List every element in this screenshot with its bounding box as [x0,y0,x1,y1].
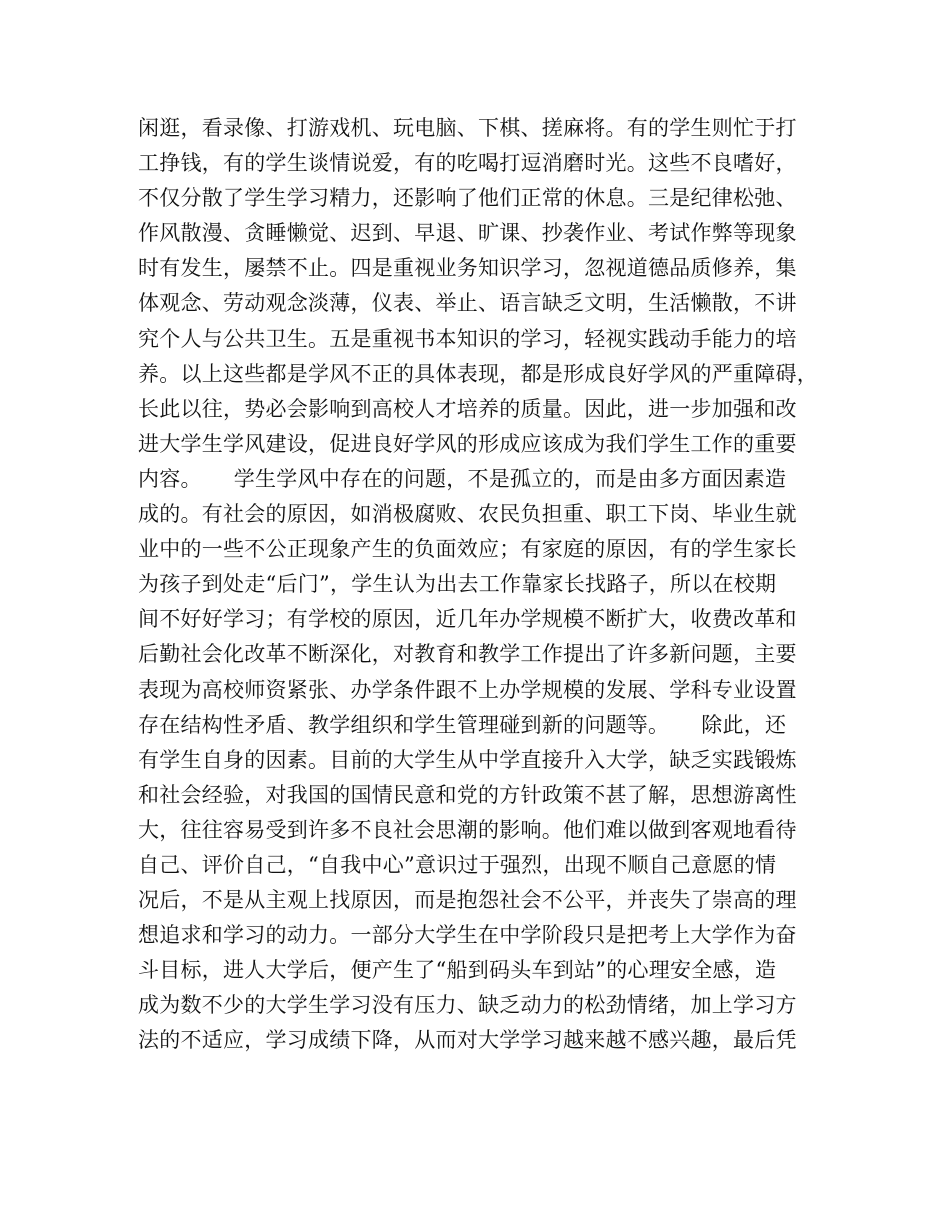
text-line: 斗目标，进人大学后，便产生了“船到码头车到站”的心理安全感，造 [138,958,777,983]
text-line: 成为数不少的大学生学习没有压力、缺乏动力的松劲情绪，加上学习方 [138,993,797,1018]
text-line: 进大学生学风建设，促进良好学风的形成应该成为我们学生工作的重要 [138,431,797,456]
text-line: 大，往往容易受到许多不良社会思潮的影响。他们难以做到客观地看待 [138,817,797,842]
text-line: 时有发生，屡禁不止。四是重视业务知识学习，忽视道德品质修养，集 [138,256,797,281]
text-line: 闲逛，看录像、打游戏机、玩电脑、下棋、搓麻将。有的学生则忙于打 [138,116,797,140]
text-line: 法的不适应，学习成绩下降，从而对大学学习越来越不感兴趣，最后凭 [138,1028,797,1053]
text-line: 存在结构性矛盾、教学组织和学生管理碰到新的问题等。 除此，还 [138,712,787,737]
text-line: 养。以上这些都是学风不正的具体表现，都是形成良好学风的严重障碍， [138,361,818,386]
text-line: 成的。有社会的原因，如消极腐败、农民负担重、职工下岗、毕业生就 [138,502,797,527]
body-text [138,111,828,1059]
text-line: 体观念、劳动观念淡薄，仪表、举止、语言缺乏文明，生活懒散，不讲 [138,291,797,316]
text-line: 内容。 学生学风中存在的问题，不是孤立的，而是由多方面因素造 [138,466,787,491]
text-line: 想追求和学习的动力。一部分大学生在中学阶段只是把考上大学作为奋 [138,923,797,948]
text-line: 业中的一些不公正现象产生的负面效应；有家庭的原因，有的学生家长 [138,537,797,562]
text-line: 间不好好学习；有学校的原因，近几年办学规模不断扩大，收费改革和 [138,607,797,632]
text-line: 自己、评价自己，“自我中心”意识过于强烈，出现不顺自己意愿的情 [138,852,777,877]
text-line: 作风散漫、贪睡懒觉、迟到、早退、旷课、抄袭作业、考试作弊等现象 [138,221,797,246]
text-line: 后勤社会化改革不断深化，对教育和教学工作提出了许多新问题，主要 [138,642,797,667]
text-line: 有学生自身的因素。目前的大学生从中学直接升入大学，缺乏实践锻炼 [138,747,797,772]
text-line: 工挣钱，有的学生谈情说爱，有的吃喝打逗消磨时光。这些不良嗜好， [138,151,797,176]
text-line: 和社会经验，对我国的国情民意和党的方针政策不甚了解，思想游离性 [138,782,797,807]
text-line: 长此以往，势必会影响到高校人才培养的质量。因此，进一步加强和改 [138,396,797,421]
text-line: 表现为高校师资紧张、办学条件跟不上办学规模的发展、学科专业设置 [138,677,797,702]
text-line: 不仅分散了学生学习精力，还影响了他们正常的休息。三是纪律松弛、 [138,186,797,211]
text-line: 为孩子到处走“后门”，学生认为出去工作靠家长找路子，所以在校期 [138,572,777,597]
text-line: 究个人与公共卫生。五是重视书本知识的学习，轻视实践动手能力的培 [138,326,797,351]
text-line: 况后，不是从主观上找原因，而是抱怨社会不公平，并丧失了崇高的理 [138,888,797,913]
